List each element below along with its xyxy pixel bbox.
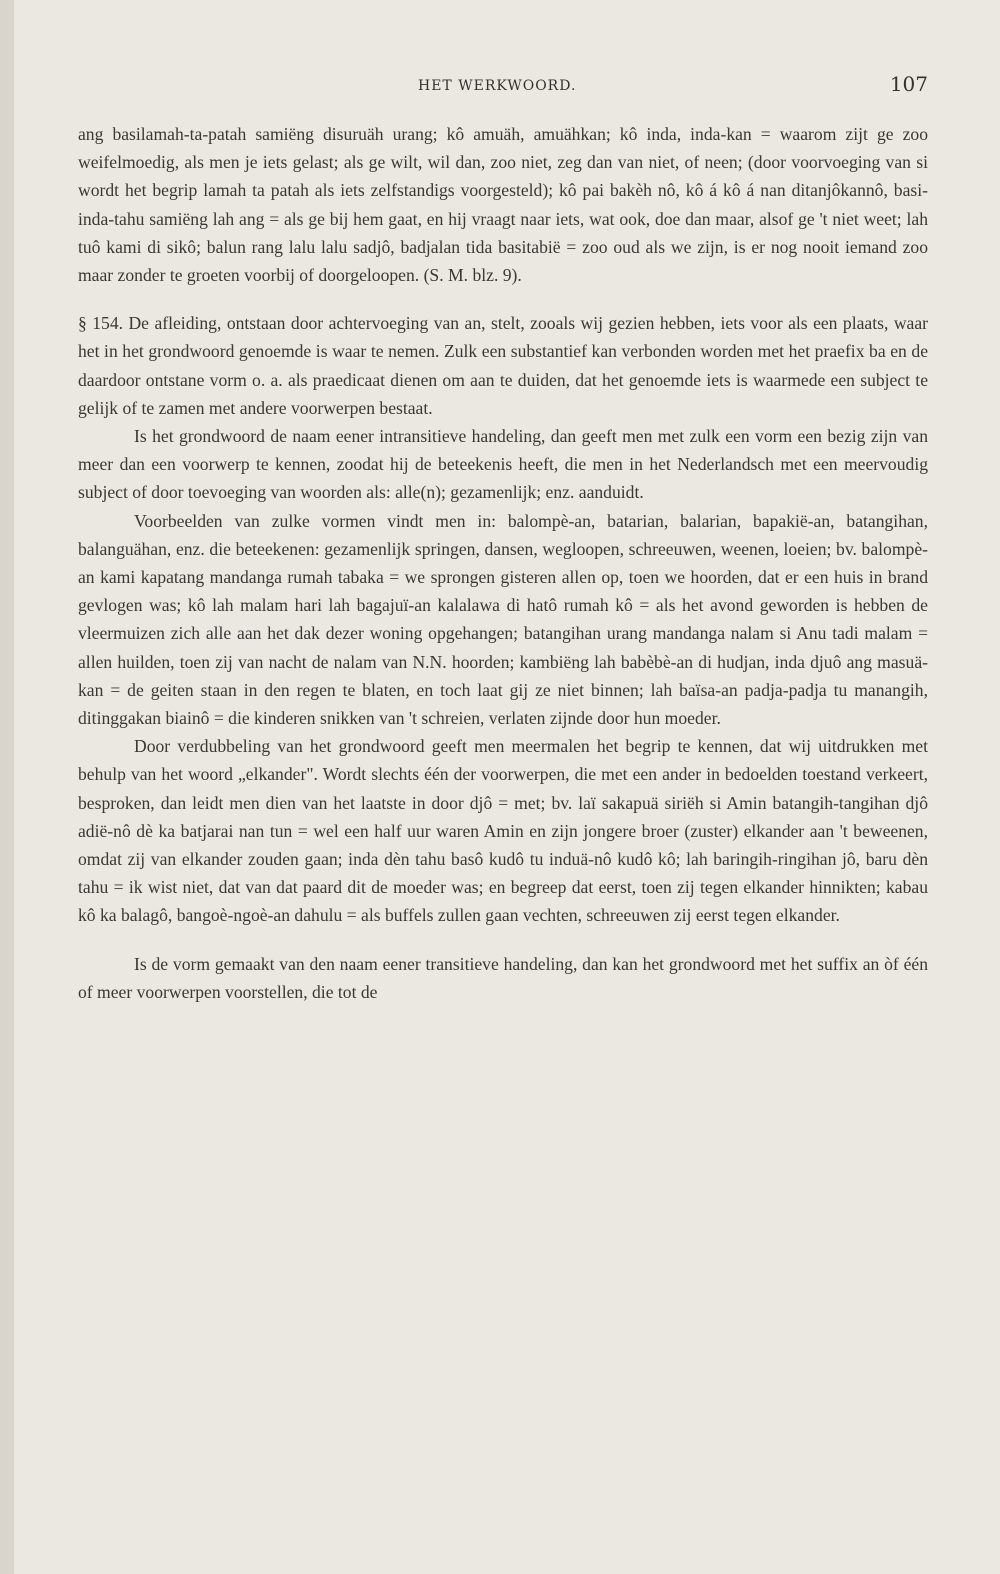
running-header: [78, 74, 928, 100]
paragraph-6: Is de vorm gemaakt van den naam eener transitieve handeling, dan kan het grondwoord met het suffix an òf één of meer voorwerpen voorstellen, die tot de: [78, 953, 928, 1002]
paragraph-5: Door verdubbeling van het grondwoord geeft men meermalen het begrip te kennen, dat wij uitdrukken met behulp van het woord „elkander". Wordt slechts één der voorwerpen, die met een ander in bedoelden toestand verkeert, besproken, dan leidt men dien van het laatste in door djô = met; bv. laï sakapuä siriëh si Amin batangih-tangihan djô adië-nô dè ka batjarai nan tun = wel een half uur waren Amin en zijn jongere broer (zuster) elkander aan 't beweenen, omdat zij van elkander zouden gaan; inda dèn tahu basô kudô tu induä-nô kudô kô; lah baringih-ringihan jô, baru dèn tahu = ik wist niet, dat van dat paard dit de moeder was; en begreep dat eerst, toen zij tegen elkander hinnikten; kabau kô ka balagô, bangoè-ngoè-an dahulu = als buffels zullen gaan vechten, schreeuwen zij eerst tegen elkander.: [78, 736, 928, 926]
page-body: [78, 120, 928, 1006]
page-edge-shadow: [0, 0, 14, 1574]
paragraph-3: Is het grondwoord de naam eener intransitieve handeling, dan geeft men met zulk een vorm een bezig zijn van meer dan een voorwerp te kennen, zoodat hij de beteekenis heeft, die men in het Nederlandsch met een meervoudig subject of door toevoeging van woorden als: alle(n); gezamenlijk; enz. aanduidt.: [78, 426, 928, 503]
paragraph-4: Voorbeelden van zulke vormen vindt men in: balompè-an, batarian, balarian, bapakië-an, batangihan, balanguähan, enz. die beteekenen: gezamenlijk springen, dansen, wegloopen, schreeuwen, weenen, loeien; bv. balompè-an kami kapatang mandanga rumah tabaka = we sprongen gisteren allen op, toen we hoorden, dat er een huis in brand gevlogen was; kô lah malam hari lah bagajuï-an kalalawa di hatô rumah kô = als het avond geworden is hebben de vleermuizen zich alle aan het dak dezer woning opgehangen; batangihan urang mandanga nalam si Anu tadi malam = allen huilden, toen zij van nacht de nalam van N.N. hoorden; kambiëng lah babèbè-an di hudjan, inda djuô ang masuä-kan = de geiten staan in den regen te blaten, en toch laat gij ze niet binnen; lah baïsa-an padja-padja tu manangih, ditinggakan biainô = die kinderen snikken van 't schreien, verlaten zijnde door hun moeder.: [78, 510, 928, 729]
paragraph-1: ang basilamah-ta-patah samiëng disuruäh urang; kô amuäh, amuähkan; kô inda, inda-kan = waarom zijt ge zoo weifelmoedig, als men je iets gelast; als ge wilt, wil dan, zoo niet, zeg dan van niet, of neen; (door voorvoeging van si wordt het begrip lamah ta patah als iets zelfstandigs voorgesteld); kô pai bakèh nô, kô á kô á nan ditanjôkannô, basi-inda-tahu samiëng lah ang = als ge bij hem gaat, en hij vraagt naar iets, wat ook, doe dan maar, alsof ge 't niet weet; lah tuô kami di sikô; balun rang lalu lalu sadjô, badjalan tida basitabië = zoo oud als we zijn, is er nog nooit iemand zoo maar zonder te groeten voorbij of doorgeloopen. (S. M. blz. 9).: [78, 124, 928, 286]
page-number: 107: [889, 72, 928, 96]
header-title: HET WERKWOORD.: [418, 78, 577, 94]
paragraph-2: § 154. De afleiding, ontstaan door achtervoeging van an, stelt, zooals wij gezien hebben, iets voor als een plaats, waar het in het grondwoord genoemde is waar te nemen. Zulk een substantief kan verbonden worden met het praefix ba en de daardoor ontstane vorm o. a. als praedicaat dienen om aan te duiden, dat het genoemde iets is waarmede een subject te gelijk of te zamen met andere voorwerpen bestaat.: [78, 313, 928, 418]
